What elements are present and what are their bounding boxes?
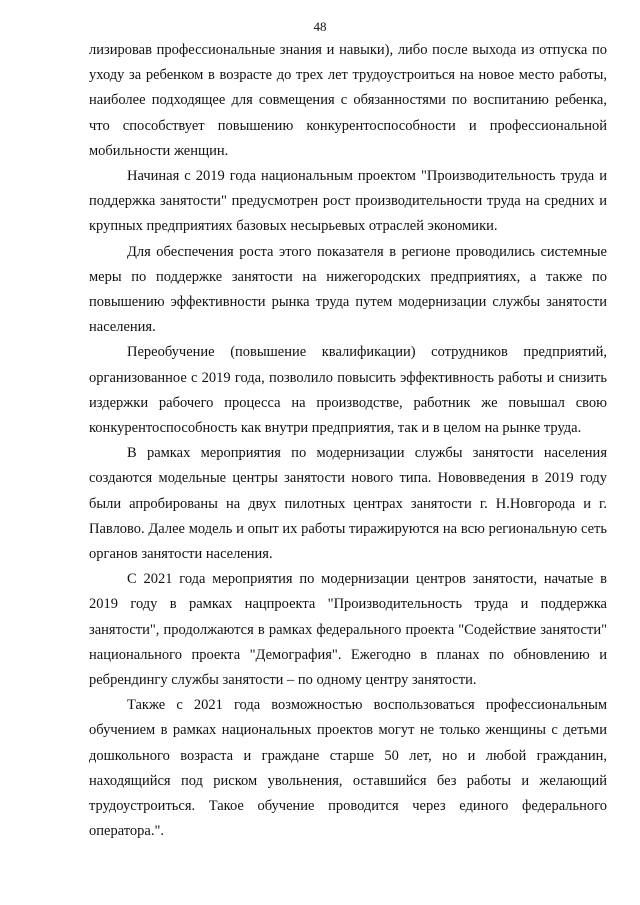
page-number: 48	[313, 19, 327, 34]
paragraph-2021-training: Также с 2021 года возможностью воспользоваться профессиональным обучением в рамках национальных проектов могут не только женщины с детьми дошкольного возраста и граждане старше 50 лет, но и любой гражданин, находящийся под риском увольнения, оставшийся без работы и желающий трудоустроиться. Такое обучение проводится через единого федерального оператора.".	[89, 697, 607, 840]
paragraph-continued: лизировав профессиональные знания и навыки), либо после выхода из отпуска по уходу за ребенком в возрасте до трех лет трудоустроиться на новое место работы, наиболее подходящее для совмещения с обязанностями по воспитанию ребенка, что способствует повышению конкурентоспособности и профессиональной мобильности женщин.	[89, 42, 607, 159]
paragraph-retraining: Переобучение (повышение квалификации) сотрудников предприятий, организованное с 2019 года, позволило повысить эффективность работы и снизить издержки рабочего процесса на производстве, работник же повышал свою конкурентоспособность как внутри предприятия, так и в целом на рынке труда.	[89, 344, 607, 437]
document-body	[89, 38, 607, 845]
paragraph-2021-modernization: С 2021 года мероприятия по модернизации центров занятости, начатые в 2019 году в рамках нацпроекта "Производительность труда и поддержка занятости", продолжаются в рамках федерального проекта "Содействие занятости" национального проекта "Демография". Ежегодно в планах по обновлению и ребрендингу службы занятости – по одному центру занятости.	[89, 571, 607, 689]
paragraph-model-centers: В рамках мероприятия по модернизации службы занятости населения создаются модельные центры занятости нового типа. Нововведения в 2019 году были апробированы на двух пилотных центрах занятости г. Н.Новгорода и г. Павлово. Далее модель и опыт их работы тиражируются на всю региональную сеть органов занятости населения.	[89, 445, 607, 563]
paragraph-regional-measures: Для обеспечения роста этого показателя в регионе проводились системные меры по поддержке занятости на нижегородских предприятиях, а также по повышению эффективности рынка труда путем модернизации службы занятости населения.	[89, 243, 607, 336]
paragraph-productivity-project: Начиная с 2019 года национальным проектом "Производительность труда и поддержка занятости" предусмотрен рост производительности труда на средних и крупных предприятиях базовых несырьевых отраслей экономики.	[89, 168, 607, 235]
